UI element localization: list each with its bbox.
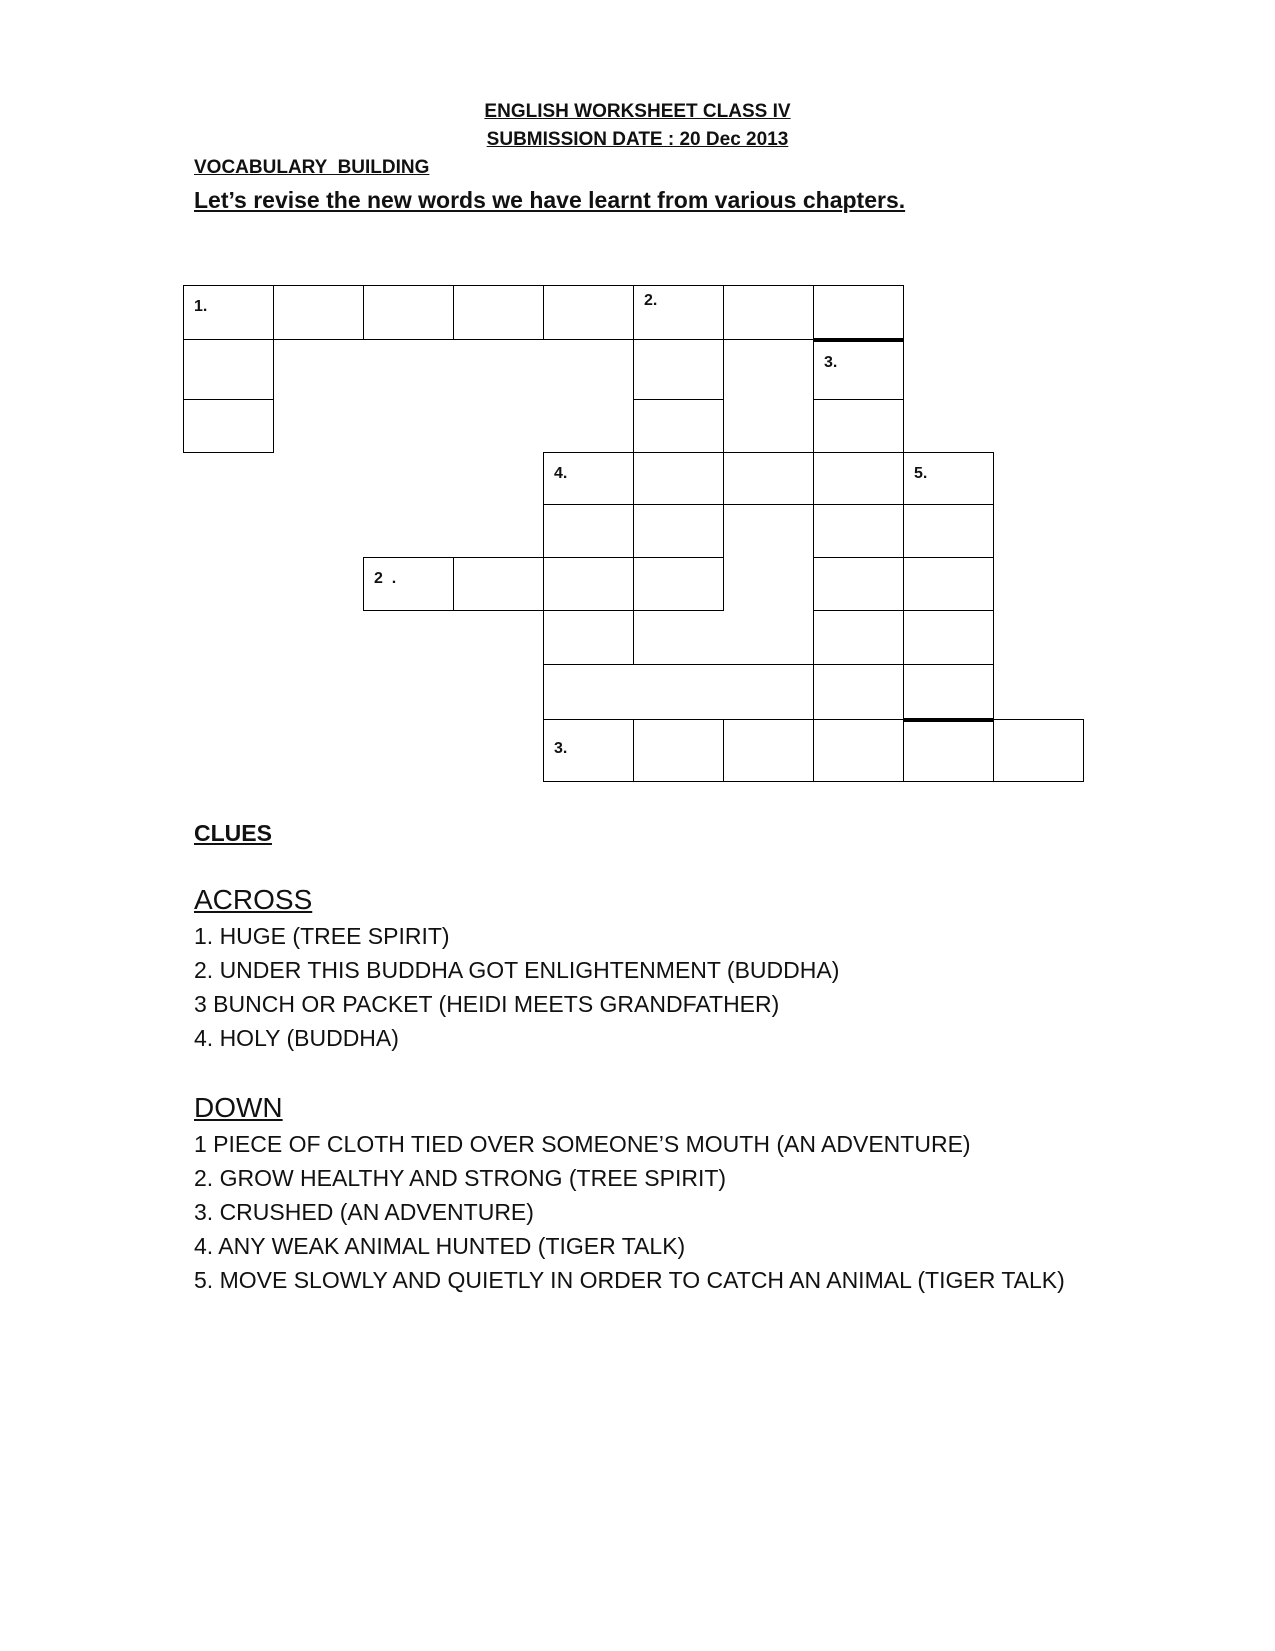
crossword-cell[interactable] [723,452,814,505]
crossword-cell[interactable] [813,557,904,611]
crossword-cell[interactable] [903,504,994,558]
crossword-cell[interactable] [543,504,634,558]
instruction-text: Let’s revise the new words we have learnt from various chapters. [194,187,906,213]
crossword-cell[interactable] [633,504,724,558]
submission-date: SUBMISSION DATE : 20 Dec 2013 [486,129,789,150]
crossword-cell[interactable] [903,452,994,505]
crossword-cell[interactable] [903,718,994,782]
clue-item: 4. ANY WEAK ANIMAL HUNTED (TIGER TALK) [194,1233,686,1259]
crossword-cell[interactable] [543,610,634,665]
crossword-cell[interactable] [903,557,994,611]
crossword-cell[interactable] [363,557,454,611]
across-clue-list [194,919,839,1055]
clue-number: 4. [554,465,568,482]
down-clue-list [194,1127,1065,1297]
crossword-cell[interactable] [633,452,724,505]
clue-number: 3. [554,740,568,757]
crossword-cell[interactable] [813,610,904,665]
crossword-cell[interactable] [633,719,724,782]
crossword-cell[interactable] [633,339,724,400]
worksheet-title: ENGLISH WORKSHEET CLASS IV [484,101,791,122]
crossword-cell[interactable] [813,338,904,400]
section-heading-vocabulary: VOCABULARY BUILDING [194,157,430,178]
clue-number: 2. [644,292,658,309]
clue-item: 4. HOLY (BUDDHA) [194,1025,399,1051]
crossword-cell[interactable] [543,557,634,611]
crossword-cell[interactable] [543,452,634,505]
crossword-cell[interactable] [633,285,724,340]
clue-item: 1 PIECE OF CLOTH TIED OVER SOMEONE’S MOUTH (AN ADVENTURE) [194,1131,971,1157]
across-heading: ACROSS [194,884,313,915]
down-heading: DOWN [194,1092,283,1123]
clue-item: 3. CRUSHED (AN ADVENTURE) [194,1199,534,1225]
crossword-cell[interactable] [453,285,544,340]
crossword-cell[interactable] [183,339,274,400]
crossword-cell[interactable] [903,664,994,720]
crossword-cell[interactable] [183,399,274,453]
crossword-cell[interactable] [273,285,364,340]
crossword-cell[interactable] [723,719,814,782]
crossword-cell[interactable] [723,285,814,340]
clue-item: 5. MOVE SLOWLY AND QUIETLY IN ORDER TO CATCH AN ANIMAL (TIGER TALK) [194,1267,1065,1293]
crossword-cell[interactable] [903,610,994,665]
crossword-cell[interactable] [543,719,634,782]
crossword-cell[interactable] [813,399,904,453]
clue-number: 1. [194,298,208,315]
crossword-cell[interactable] [813,719,904,782]
crossword-cell[interactable] [633,557,724,611]
clue-item: 2. GROW HEALTHY AND STRONG (TREE SPIRIT) [194,1165,727,1191]
clue-item: 2. UNDER THIS BUDDHA GOT ENLIGHTENMENT (BUDDHA) [194,957,840,983]
crossword-cell[interactable] [543,664,814,720]
crossword-cell[interactable] [543,285,634,340]
crossword-cell[interactable] [813,452,904,505]
clue-item: 1. HUGE (TREE SPIRIT) [194,923,450,949]
crossword-cell[interactable] [633,399,724,453]
crossword-cell[interactable] [813,285,904,340]
crossword-cell[interactable] [813,664,904,720]
crossword-cell[interactable] [813,504,904,558]
clue-item: 3 BUNCH OR PACKET (HEIDI MEETS GRANDFATHER) [194,991,780,1017]
clues-heading: CLUES [194,820,272,846]
crossword-cell[interactable] [183,285,274,340]
crossword-cell[interactable] [363,285,454,340]
clue-number: 2 . [374,570,397,587]
crossword-cell[interactable] [453,557,544,611]
crossword-cell[interactable] [993,719,1084,782]
clue-number: 3. [824,354,838,371]
clue-number: 5. [914,465,928,482]
